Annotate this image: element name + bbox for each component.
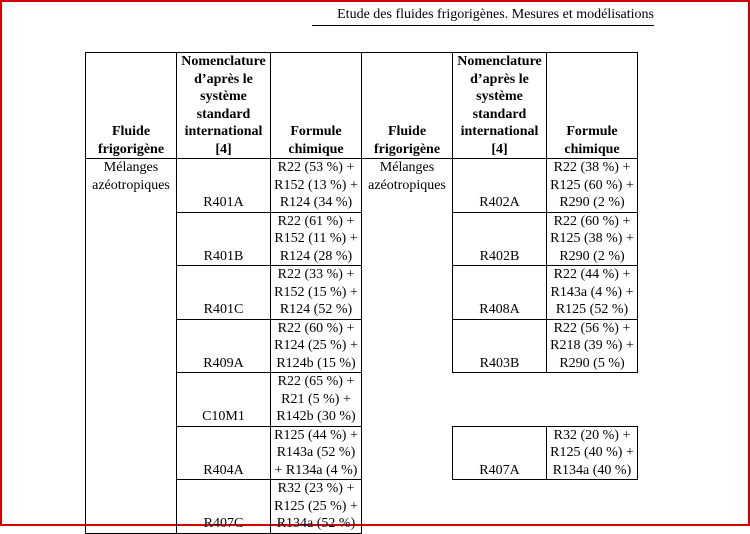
header-nom-line: d’après le [194,71,253,87]
nomenclature-cell: R404A [177,426,271,480]
header-fluid-line: Fluide [387,124,427,139]
nomenclature-cell: R401C [177,266,271,320]
formula-line: R290 (5 %) [559,355,625,371]
formula-line: + R134a (4 %) [274,462,358,478]
formula-line: R22 (60 %) + [277,320,355,336]
formula-line: R22 (56 %) + [553,320,631,336]
empty-cell [362,480,453,534]
formula-cell [271,426,362,480]
formula-line: R22 (33 %) + [277,267,355,282]
formula-cell [271,159,362,213]
table-header-row [86,53,638,159]
header-nom-line: standard [472,106,527,122]
formula-line: R290 (2 %) [559,248,625,264]
header-nom-line: Nomenclature [181,54,266,69]
formula-line: R32 (20 %) + [553,427,631,443]
formula-line: R125 (44 %) + [274,427,358,443]
header-formula-right [547,53,638,159]
table-row [86,159,638,213]
header-fluid-line: frigorigène [97,141,165,157]
header-rule [312,25,654,26]
empty-cell [362,373,453,427]
nomenclature-cell: R401B [177,212,271,266]
nomenclature-cell: R402B [453,212,547,266]
header-fluid-left [86,53,177,159]
nomenclature-cell: R407A [453,426,547,480]
empty-cell [547,373,638,427]
formula-line: R124 (25 %) + [274,338,358,353]
empty-cell [547,480,638,534]
formula-line: R124 (52 %) [279,302,353,317]
formula-cell [271,480,362,534]
formula-cell [271,319,362,373]
formula-line: R143a (52 %) [276,445,356,460]
header-formula-line: Formule [566,124,618,139]
formula-line: R152 (11 %) + [274,231,358,246]
formula-cell [547,212,638,266]
header-nomenclature-left [177,53,271,159]
header-nom-line: [4] [215,141,232,157]
group-label-line: Mélanges [379,160,435,175]
nomenclature-cell: R408A [453,266,547,320]
formula-cell [547,319,638,373]
formula-line: R134a (40 %) [552,462,632,478]
header-nom-line: système [476,89,523,104]
header-formula-line: Formule [290,124,342,139]
formula-line: R22 (61 %) + [277,213,355,229]
nomenclature-cell: R402A [453,159,547,213]
header-nom-line: système [200,89,247,104]
group-label-line: azéotropiques [92,177,170,193]
empty-cell [362,426,453,480]
formula-line: R152 (15 %) + [274,284,358,300]
formula-line: R22 (38 %) + [553,160,631,175]
formula-line: R125 (40 %) + [550,445,634,460]
nomenclature-cell: R407C [177,480,271,534]
formula-line: R290 (2 %) [559,195,625,210]
header-nomenclature-right [453,53,547,159]
formula-line: R125 (25 %) + [274,498,358,514]
formula-cell [271,212,362,266]
formula-line: R22 (44 %) + [553,267,631,282]
formula-cell [271,266,362,320]
nomenclature-cell: C10M1 [177,373,271,427]
nomenclature-cell: R403B [453,319,547,373]
formula-line: R218 (39 %) + [550,338,634,353]
header-nom-line: [4] [491,141,508,157]
page-header: Etude des fluides frigorigènes. Mesures et modélisations [337,7,654,22]
header-formula-line: chimique [564,141,620,157]
header-nom-line: Nomenclature [457,54,542,69]
group-label-line: Mélanges [103,160,159,175]
formula-line: R142b (30 %) [276,409,356,424]
formula-line: R124 (28 %) [279,248,353,264]
header-nom-line: international [460,124,539,139]
formula-line: R134a (52 %) [276,516,356,531]
formula-line: R125 (60 %) + [550,177,634,193]
formula-line: R22 (60 %) + [553,213,631,229]
nomenclature-cell: R401A [177,159,271,213]
nomenclature-cell: R409A [177,319,271,373]
header-formula-left [271,53,362,159]
formula-line: R125 (38 %) + [550,231,634,246]
group-label-line: azéotropiques [368,177,446,193]
formula-line: R22 (65 %) + [277,374,355,389]
formula-line: R32 (23 %) + [277,481,355,496]
header-nom-line: international [184,124,263,139]
header-fluid-right [362,53,453,159]
header-nom-line: standard [196,106,251,122]
formula-cell [547,426,638,480]
formula-line: R125 (52 %) [555,302,629,317]
formula-line: R124b (15 %) [276,355,356,371]
empty-cell [453,373,547,427]
header-fluid-line: Fluide [111,124,151,139]
formula-line: R124 (34 %) [279,195,353,210]
group-label-right [362,159,453,373]
header-fluid-line: frigorigène [373,141,441,157]
header-nom-line: d’après le [470,71,529,87]
formula-cell [271,373,362,427]
empty-cell [453,480,547,534]
formula-cell [547,159,638,213]
group-label-left [86,159,177,534]
formula-line: R143a (4 %) + [550,284,634,300]
formula-line: R22 (53 %) + [277,160,355,175]
formula-cell [547,266,638,320]
header-formula-line: chimique [288,141,344,157]
refrigerant-table [85,52,638,534]
formula-line: R21 (5 %) + [281,391,351,407]
formula-line: R152 (13 %) + [274,177,358,193]
